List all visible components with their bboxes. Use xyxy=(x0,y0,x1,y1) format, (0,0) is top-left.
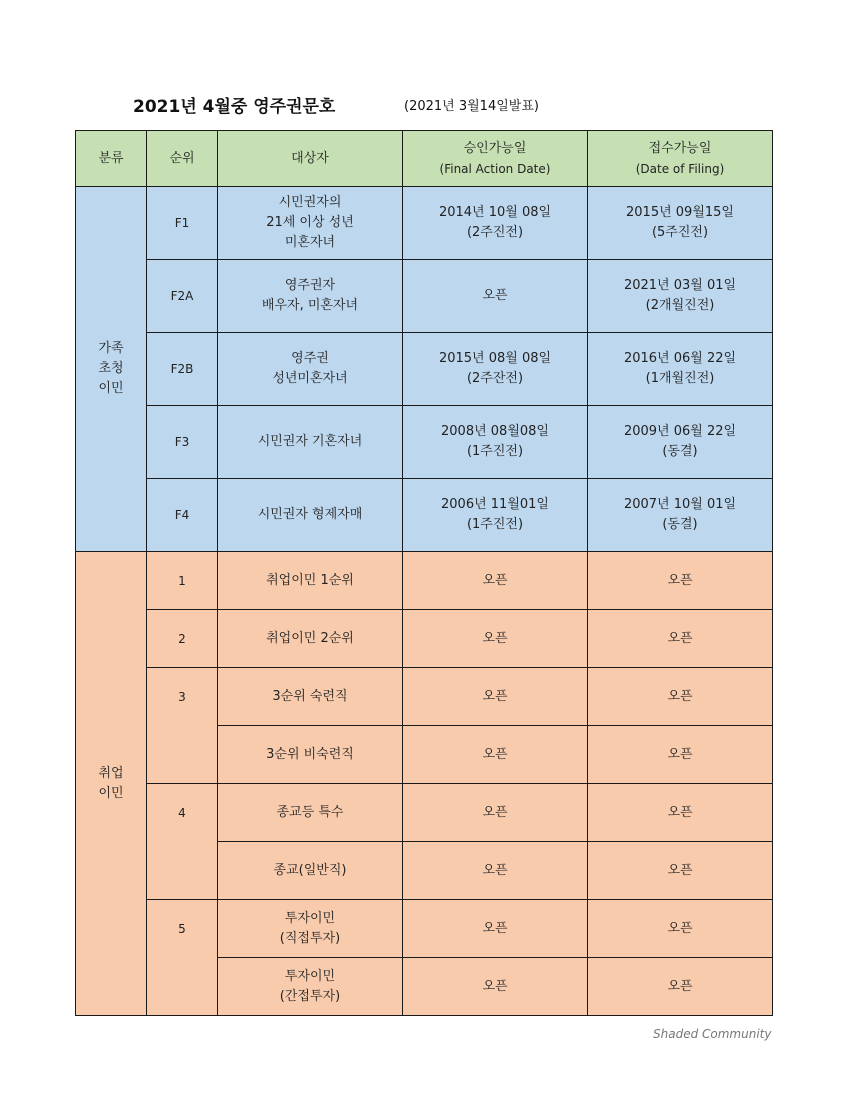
rank-cell: F2B xyxy=(147,333,218,406)
filing-cell: 오픈 xyxy=(588,668,773,726)
target-cell: 종교(일반직) xyxy=(218,842,403,900)
filing-cell: 오픈 xyxy=(588,900,773,958)
table-row xyxy=(76,552,773,610)
final-action-cell: 오픈 xyxy=(403,610,588,668)
target-cell: 투자이민 (간접투자) xyxy=(218,958,403,1016)
table-row xyxy=(76,187,773,260)
final-action-cell: 2014년 10월 08일 (2주진전) xyxy=(403,187,588,260)
table-row xyxy=(76,479,773,552)
filing-cell: 오픈 xyxy=(588,726,773,784)
filing-cell: 2016년 06월 22일 (1개월진전) xyxy=(588,333,773,406)
table-row xyxy=(76,900,773,958)
page-title: 2021년 4월중 영주권문호 xyxy=(133,97,336,117)
final-action-cell: 오픈 xyxy=(403,958,588,1016)
final-action-cell: 오픈 xyxy=(403,260,588,333)
rank-cell: F3 xyxy=(147,406,218,479)
target-cell: 3순위 비숙련직 xyxy=(218,726,403,784)
rank-cell: F1 xyxy=(147,187,218,260)
final-action-cell: 오픈 xyxy=(403,668,588,726)
visa-bulletin-table xyxy=(75,130,773,1016)
target-cell: 시민권자의 21세 이상 성년 미혼자녀 xyxy=(218,187,403,260)
header-row xyxy=(76,131,773,187)
target-cell: 종교등 특수 xyxy=(218,784,403,842)
target-cell: 취업이민 2순위 xyxy=(218,610,403,668)
table-row xyxy=(76,784,773,842)
table-row xyxy=(76,610,773,668)
rank-cell: 2 xyxy=(147,610,218,668)
announcement-date: (2021년 3월14일발표) xyxy=(404,99,539,114)
header-final-action-date xyxy=(403,131,588,187)
rank-cell: 3 xyxy=(147,668,218,784)
target-cell: 영주권 성년미혼자녀 xyxy=(218,333,403,406)
table-row xyxy=(76,333,773,406)
target-cell: 3순위 숙련직 xyxy=(218,668,403,726)
rank-cell: 5 xyxy=(147,900,218,1016)
target-cell: 영주권자 배우자, 미혼자녀 xyxy=(218,260,403,333)
target-cell: 취업이민 1순위 xyxy=(218,552,403,610)
filing-cell: 2009년 06월 22일 (동결) xyxy=(588,406,773,479)
filing-cell: 2007년 10월 01일 (동결) xyxy=(588,479,773,552)
rank-cell: 4 xyxy=(147,784,218,900)
header-final-action-english: (Final Action Date) xyxy=(439,161,551,176)
filing-cell: 2015년 09월15일 (5주진전) xyxy=(588,187,773,260)
final-action-cell: 2008년 08월08일 (1주진전) xyxy=(403,406,588,479)
filing-cell: 오픈 xyxy=(588,784,773,842)
category-employment: 취업 이민 xyxy=(76,552,147,1016)
final-action-cell: 오픈 xyxy=(403,842,588,900)
target-cell: 시민권자 형제자매 xyxy=(218,479,403,552)
final-action-cell: 2006년 11월01일 (1주진전) xyxy=(403,479,588,552)
final-action-cell: 오픈 xyxy=(403,552,588,610)
header-target: 대상자 xyxy=(218,131,403,187)
target-cell: 시민권자 기혼자녀 xyxy=(218,406,403,479)
header-filing-label: 접수가능일 xyxy=(648,140,712,156)
filing-cell: 오픈 xyxy=(588,958,773,1016)
filing-cell: 2021년 03월 01일 (2개월진전) xyxy=(588,260,773,333)
header-rank: 순위 xyxy=(147,131,218,187)
header-final-action-label: 승인가능일 xyxy=(463,140,527,156)
target-cell: 투자이민 (직접투자) xyxy=(218,900,403,958)
rank-cell: F2A xyxy=(147,260,218,333)
rank-cell: F4 xyxy=(147,479,218,552)
table-row xyxy=(76,260,773,333)
rank-cell: 1 xyxy=(147,552,218,610)
header-date-of-filing xyxy=(588,131,773,187)
filing-cell: 오픈 xyxy=(588,842,773,900)
filing-cell: 오픈 xyxy=(588,610,773,668)
final-action-cell: 오픈 xyxy=(403,726,588,784)
final-action-cell: 2015년 08월 08일 (2주잔전) xyxy=(403,333,588,406)
filing-cell: 오픈 xyxy=(588,552,773,610)
table-row xyxy=(76,668,773,726)
final-action-cell: 오픈 xyxy=(403,784,588,842)
table-row xyxy=(76,406,773,479)
final-action-cell: 오픈 xyxy=(403,900,588,958)
header-filing-english: (Date of Filing) xyxy=(635,161,725,176)
footer-credit: Shaded Community xyxy=(653,1027,772,1041)
header-category: 분류 xyxy=(76,131,147,187)
category-family: 가족 초청 이민 xyxy=(76,187,147,552)
